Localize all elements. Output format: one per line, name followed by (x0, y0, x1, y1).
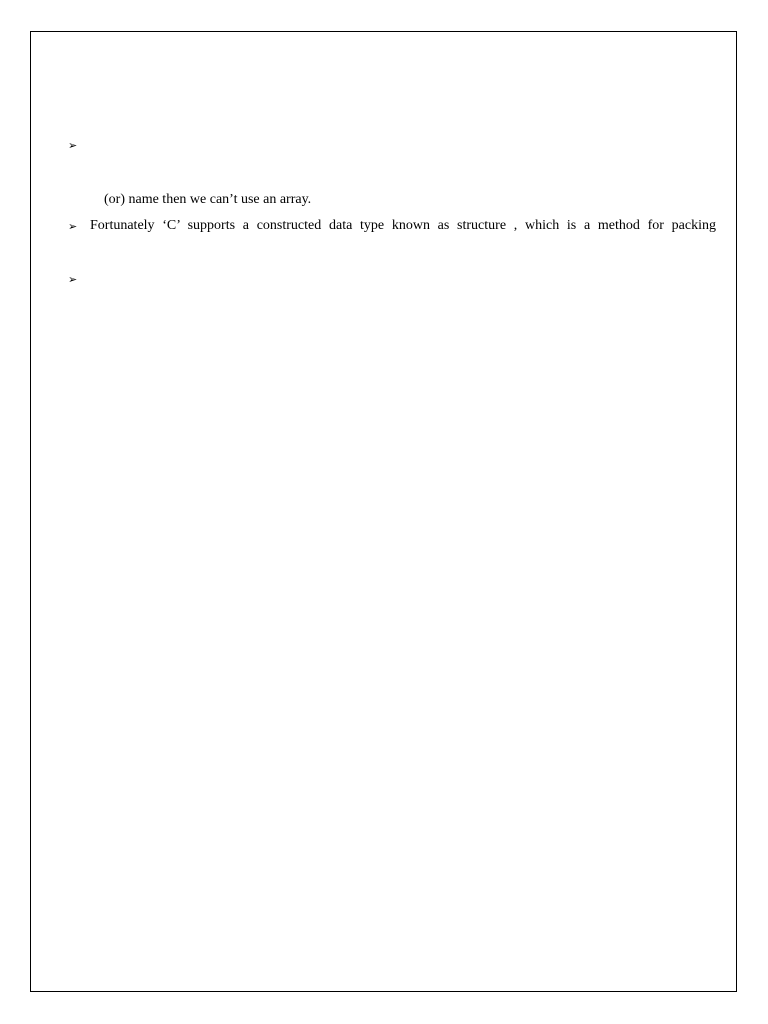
bullet-icon: ➢ (68, 273, 78, 286)
page-border (30, 31, 737, 992)
bullet-icon: ➢ (68, 220, 78, 233)
continuation-text: (or) name then we can’t use an array. (104, 192, 312, 207)
bullet-text: Fortunately ‘C’ supports a constructed data type known as structure , which is a method for packing (90, 218, 716, 233)
bullet-icon: ➢ (68, 139, 78, 152)
